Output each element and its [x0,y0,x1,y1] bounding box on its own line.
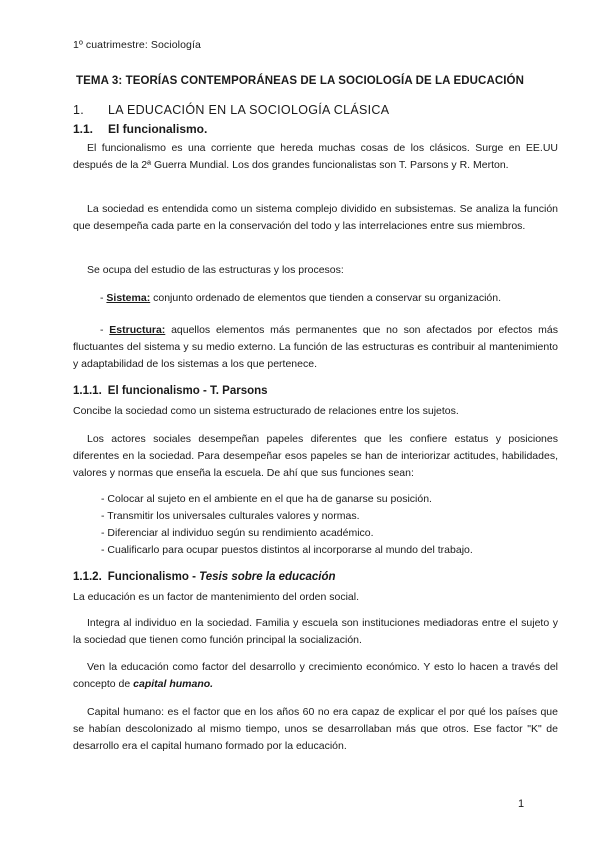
paragraph-integra-individuo: Integra al individuo en la sociedad. Familia y escuela son instituciones mediadoras entre el sujeto y la sociedad que tienen como función principal la socialización. [73,617,558,646]
bullet-dash: - [100,324,110,336]
definition-estructura [73,322,558,373]
definition-sistema [73,290,558,307]
section-number: 1.1.2. [73,571,102,583]
page-number: 1 [518,798,525,810]
section-heading-1-1 [73,122,207,136]
paragraph-funcionalismo-intro: El funcionalismo es una corriente que hereda muchas cosas de los clásicos. Surge en EE.UU después de la 2ª Guerra Mundial. Los dos grandes funcionalistas son T. Parsons y R. Merton. [73,142,558,171]
term-capital-humano: capital humano. [133,678,214,690]
term-estructura: Estructura: [109,324,166,336]
list-item: - Cualificarlo para ocupar puestos distintos al incorporarse al mundo del trabajo. [101,544,473,556]
list-item: - Diferenciar al individuo según su rendimiento académico. [101,527,374,539]
section-heading-1 [73,103,389,117]
definition-text: conjunto ordenado de elementos que tienden a conservar su organización. [150,292,502,304]
paragraph-capital-humano: Capital humano: es el factor que en los años 60 no era capaz de explicar el por qué los países que se habían descolonizado al mismo tiempo, unos se desarrollaban más que otros. Ese factor "K" de desarrollo era el capital humano formado por la educación. [73,706,558,752]
bullet-dash: - [100,292,107,304]
paragraph-actores-sociales: Los actores sociales desempeñan papeles diferentes que les confiere estatus y posiciones diferentes en la sociedad. Para desempeñar esos papeles se han de interiorizar actitudes, habilidades, valores y normas que enseña la escuela. De ahí que sus funciones sean: [73,433,558,479]
list-item: - Colocar al sujeto en el ambiente en el que ha de ganarse su posición. [101,493,432,505]
paragraph-orden-social: La educación es un factor de mantenimiento del orden social. [73,591,360,603]
section-number: 1. [73,103,85,117]
document-title: TEMA 3: TEORÍAS CONTEMPORÁNEAS DE LA SOCIOLOGÍA DE LA EDUCACIÓN [76,75,524,87]
paragraph-desarrollo-economico [73,659,558,693]
section-heading-1-1-2 [73,571,336,583]
section-number: 1.1. [73,122,94,136]
paragraph-text: Ven la educación como factor del desarrollo y crecimiento económico. Y esto lo hacen a través del concepto de [73,661,558,690]
paragraph-parsons-sociedad: Concibe la sociedad como un sistema estructurado de relaciones entre los sujetos. [73,405,459,417]
section-label: Funcionalismo - [107,571,200,583]
page-header: 1º cuatrimestre: Sociología [73,39,201,51]
section-label-emphasis: Tesis sobre la educación [199,571,336,583]
list-item: - Transmitir los universales culturales valores y normas. [101,510,360,522]
section-label: El funcionalismo. [108,122,208,136]
paragraph-estructuras-procesos: Se ocupa del estudio de las estructuras y los procesos: [87,264,344,276]
section-heading-1-1-1 [73,385,268,397]
section-number: 1.1.1. [73,385,102,397]
section-label: El funcionalismo - T. Parsons [107,385,268,397]
definition-text: aquellos elementos más permanentes que no son afectados por efectos más fluctuantes del sistema y su medio externo. La función de las estructuras es contribuir al mantenimiento y adaptabilidad de los sistemas a los que pertenece. [73,324,559,370]
term-sistema: Sistema: [106,292,151,304]
paragraph-sociedad-sistema: La sociedad es entendida como un sistema complejo dividido en subsistemas. Se analiza la función que desempeña cada parte en la conservación del todo y las interrelaciones entre sus miembros. [73,203,558,232]
section-label: LA EDUCACIÓN EN LA SOCIOLOGÍA CLÁSICA [108,103,390,117]
